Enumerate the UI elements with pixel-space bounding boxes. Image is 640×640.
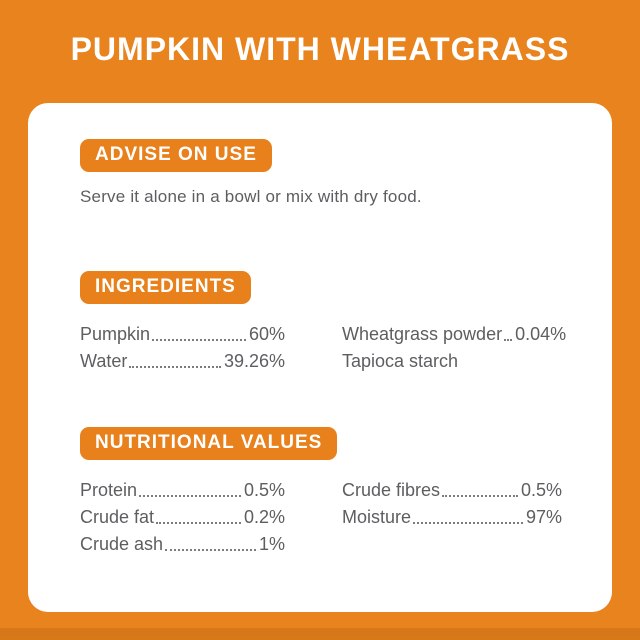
- ingredient-row: [80, 318, 285, 345]
- nutrition-value: 1%: [258, 534, 285, 554]
- nutrition-label: Crude ash: [80, 534, 164, 554]
- section-ingredients: [80, 271, 567, 372]
- section-nutritional-values: [80, 427, 562, 555]
- dotted-leader: [139, 495, 241, 497]
- nutrition-value: 0.5%: [520, 480, 562, 500]
- ingredients-badge: INGREDIENTS: [80, 271, 251, 304]
- nutrition-label: Crude fibres: [342, 480, 441, 500]
- info-card: [28, 103, 612, 612]
- ingredient-value: 39.26%: [223, 351, 285, 371]
- nutrition-value: 0.2%: [243, 507, 285, 527]
- dotted-leader: [413, 522, 523, 524]
- advise-on-use-badge: ADVISE ON USE: [80, 139, 272, 172]
- ingredient-value: 60%: [248, 324, 285, 344]
- dotted-leader: [152, 339, 246, 341]
- nutrition-row: [80, 528, 285, 555]
- nutrition-label: Moisture: [342, 507, 412, 527]
- ingredient-row: [342, 345, 562, 372]
- ingredient-value: 0.04%: [515, 324, 567, 344]
- nutrition-row: [342, 474, 562, 501]
- page-title: PUMPKIN WITH WHEATGRASS: [70, 31, 570, 67]
- dotted-leader: [165, 549, 256, 551]
- ingredients-right-column: [342, 318, 567, 372]
- ingredient-label: Wheatgrass powder: [342, 324, 503, 344]
- nutrition-left-column: [80, 474, 285, 555]
- nutrition-row: [80, 474, 285, 501]
- ingredient-label: Pumpkin: [80, 324, 151, 344]
- nutrition-right-column: [342, 474, 562, 528]
- ingredients-left-column: [80, 318, 285, 372]
- bottom-edge-shade: [0, 628, 640, 640]
- nutrition-label: Protein: [80, 480, 138, 500]
- nutrition-row: [342, 501, 562, 528]
- advise-on-use-text: Serve it alone in a bowl or mix with dry food.: [80, 187, 422, 206]
- section-advise-on-use: [80, 139, 562, 207]
- nutrition-value: 0.5%: [243, 480, 285, 500]
- dotted-leader: [442, 495, 518, 497]
- ingredients-columns: [80, 318, 567, 372]
- dotted-leader: [504, 339, 512, 341]
- ingredient-row: [342, 318, 567, 345]
- ingredient-row: [80, 345, 285, 372]
- nutritional-values-badge: NUTRITIONAL VALUES: [80, 427, 337, 460]
- nutrition-row: [80, 501, 285, 528]
- nutrition-value: 97%: [525, 507, 562, 527]
- ingredient-label: Tapioca starch: [342, 351, 459, 371]
- nutrition-label: Crude fat: [80, 507, 155, 527]
- ingredient-label: Water: [80, 351, 128, 371]
- dotted-leader: [156, 522, 241, 524]
- nutrition-columns: [80, 474, 562, 555]
- dotted-leader: [129, 366, 221, 368]
